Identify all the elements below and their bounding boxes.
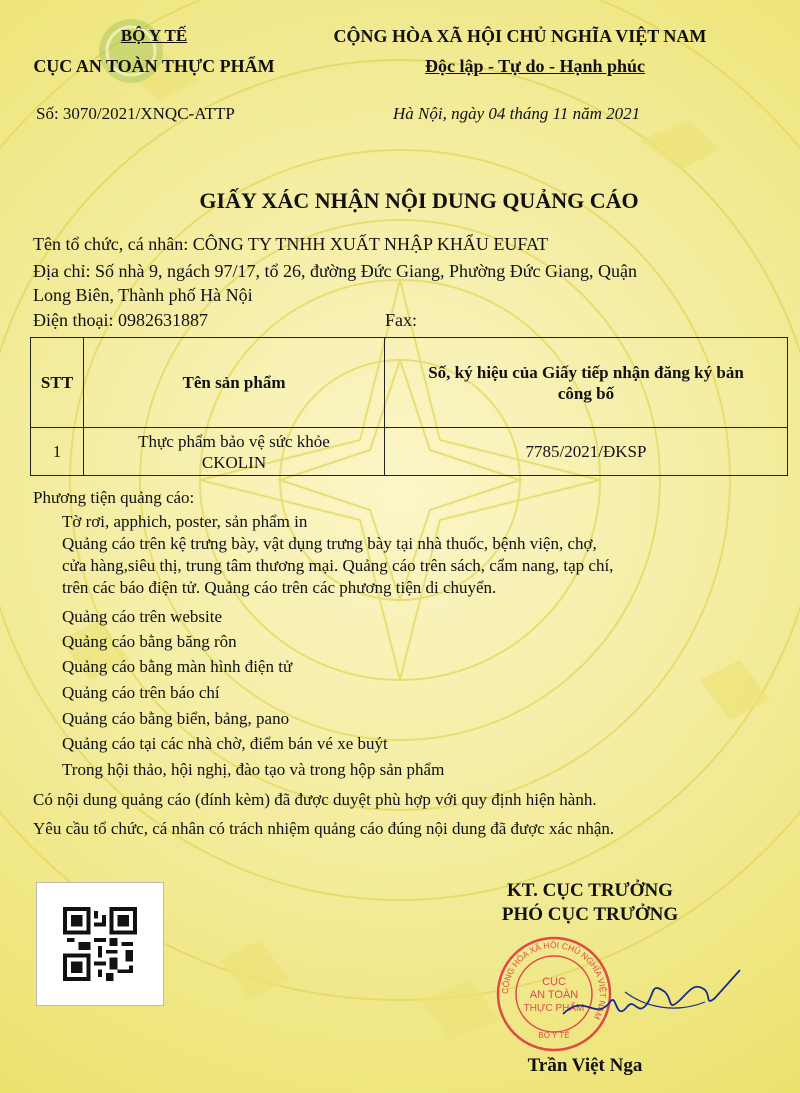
stamp-ring-text: CỘNG HÒA XÃ HỘI CHỦ NGHĨA VIỆT NAM xyxy=(499,939,609,1022)
signer-title-2: PHÓ CỤC TRƯỞNG xyxy=(501,904,679,925)
row-registration-code: 7785/2021/ĐKSP xyxy=(385,428,788,476)
ministry-name: BỘ Y TẾ xyxy=(120,26,188,45)
handwritten-signature xyxy=(555,962,745,1032)
media-item: Quảng cáo bằng băng rôn xyxy=(62,632,237,651)
media-heading: Phương tiện quảng cáo: xyxy=(33,488,195,507)
organization-name: Tên tổ chức, cá nhân: CÔNG TY TNHH XUẤT NHẬP KHẨU EUFAT xyxy=(33,234,549,254)
row-product xyxy=(84,428,385,476)
place-and-date: Hà Nội, ngày 04 tháng 11 năm 2021 xyxy=(393,104,641,123)
qr-code xyxy=(36,882,164,1006)
column-header-registration xyxy=(385,338,788,428)
row-stt: 1 xyxy=(31,428,84,476)
stamp-line-1: CỤC xyxy=(542,976,566,988)
column-header-product: Tên sản phẩm xyxy=(84,338,385,428)
product-line-1: Thực phẩm bảo vệ sức khỏe xyxy=(138,431,330,451)
stamp-bottom-text: BỘ Y TẾ xyxy=(538,1031,570,1040)
product-table xyxy=(30,337,788,476)
document-number: Số: 3070/2021/XNQC-ATTP xyxy=(36,104,235,123)
media-item: Quảng cáo trên website xyxy=(62,607,223,626)
media-item: Trong hội thảo, hội nghị, đào tạo và trong hộp sản phẩm xyxy=(62,760,445,779)
signer-title-1: KT. CỤC TRƯỞNG xyxy=(507,880,673,901)
media-item: Quảng cáo bằng biển, bảng, pano xyxy=(62,709,290,728)
signer-name: Trần Việt Nga xyxy=(527,1055,643,1076)
agency-name: CỤC AN TOÀN THỰC PHẨM xyxy=(33,56,275,76)
media-item: Quảng cáo trên kệ trưng bày, vật dụng trưng bày tại nhà thuốc, bệnh viện, chợ, xyxy=(62,534,597,553)
media-item: Tờ rơi, apphich, poster, sản phẩm in xyxy=(62,512,308,531)
approval-statement: Có nội dung quảng cáo (đính kèm) đã được duyệt phù hợp với quy định hiện hành. xyxy=(33,790,597,809)
column-header-stt: STT xyxy=(31,338,84,428)
table-header-row xyxy=(31,338,788,428)
media-item: Quảng cáo tại các nhà chờ, điểm bán vé xe buýt xyxy=(62,734,388,753)
address-line-1: Địa chỉ: Số nhà 9, ngách 97/17, tổ 26, đường Đức Giang, Phường Đức Giang, Quận xyxy=(33,261,637,281)
product-line-2: CKOLIN xyxy=(201,452,267,472)
registration-header-line-1: Số, ký hiệu của Giấy tiếp nhận đăng ký bản xyxy=(428,362,744,382)
registration-header-line-2: công bố xyxy=(557,383,615,403)
media-item: Quảng cáo trên báo chí xyxy=(62,683,220,702)
media-item: cửa hàng,siêu thị, trung tâm thương mại. Quảng cáo trên sách, cẩm nang, tạp chí, xyxy=(62,556,614,575)
responsibility-statement: Yêu cầu tổ chức, cá nhân có trách nhiệm quảng cáo đúng nội dung đã được xác nhận. xyxy=(33,819,615,838)
phone-number: Điện thoại: 0982631887 xyxy=(33,310,208,330)
national-motto: Độc lập - Tự do - Hạnh phúc xyxy=(424,56,646,76)
stamp-line-3: THỰC PHẨM xyxy=(523,1003,585,1014)
document-title: GIẤY XÁC NHẬN NỘI DUNG QUẢNG CÁO xyxy=(199,188,639,213)
address-line-2: Long Biên, Thành phố Hà Nội xyxy=(33,285,253,305)
stamp-line-2: AN TOÀN xyxy=(529,989,579,1001)
country-name: CỘNG HÒA XÃ HỘI CHỦ NGHĨA VIỆT NAM xyxy=(333,26,707,46)
qr-code-icon xyxy=(62,907,138,981)
fax-number: Fax: xyxy=(385,310,418,330)
media-item: trên các báo điện tử. Quảng cáo trên các phương tiện di chuyển. xyxy=(62,578,497,597)
media-item: Quảng cáo bằng màn hình điện tử xyxy=(62,657,293,676)
table-row xyxy=(31,428,788,476)
